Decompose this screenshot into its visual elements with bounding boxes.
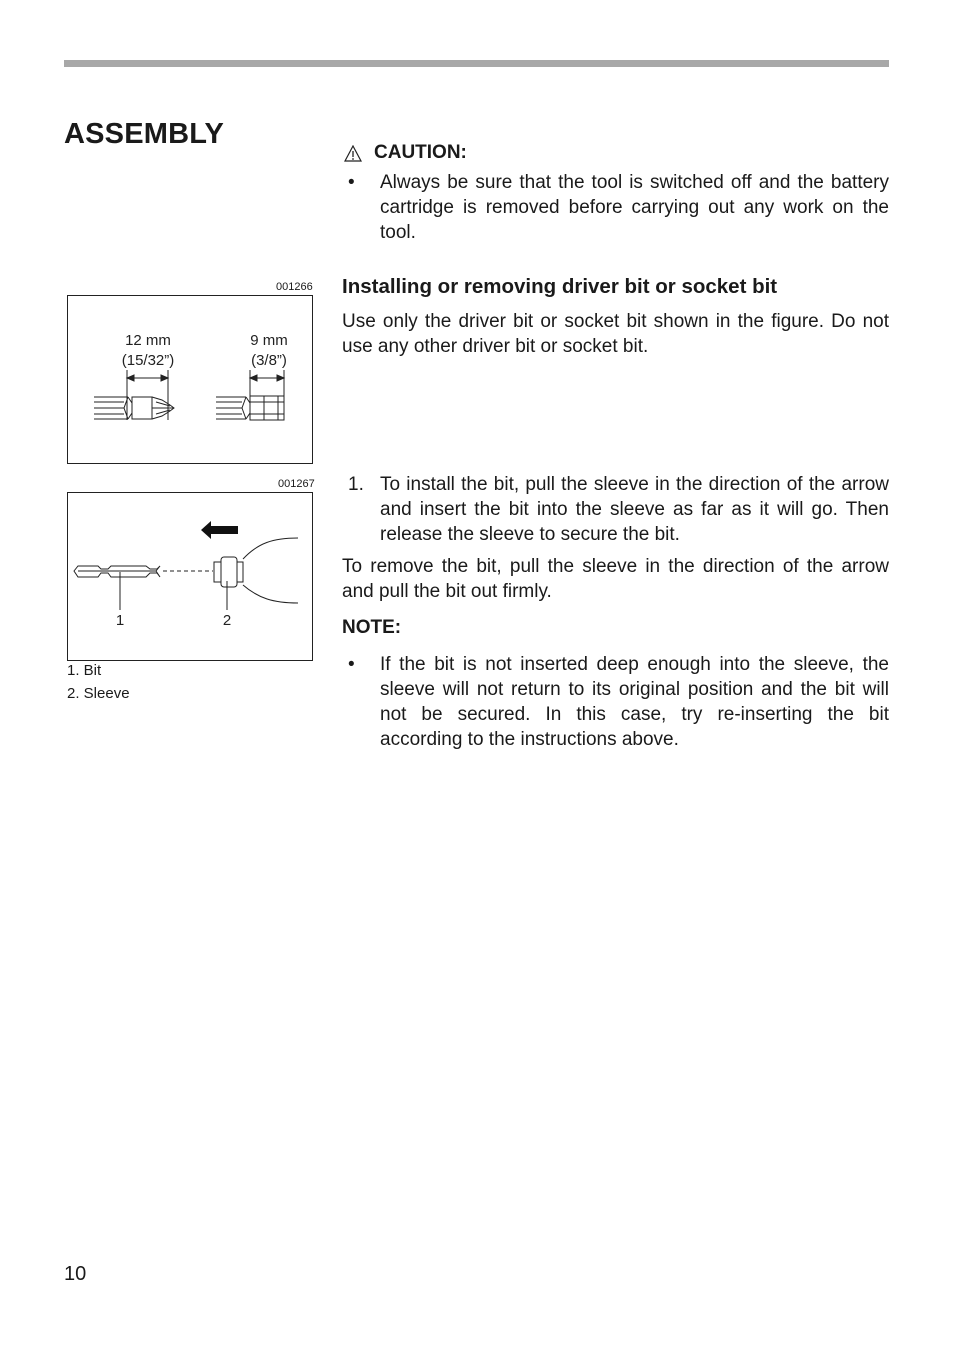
warning-triangle-icon xyxy=(344,145,362,162)
note-label: NOTE: xyxy=(342,617,402,638)
step-number: 1. xyxy=(348,474,364,495)
caution-label xyxy=(344,142,467,164)
figure1-bit-dimensions xyxy=(67,295,313,464)
step-text: To install the bit, pull the sleeve in the direction of the arrow and insert the bit into the sleeve as far as it will go. Then release the sleeve to secure the bit. xyxy=(380,474,889,545)
install-bit-diagram xyxy=(68,493,311,659)
bullet-mark: • xyxy=(348,172,355,193)
caution-text: CAUTION: xyxy=(374,142,467,163)
caution-bullet xyxy=(344,170,889,245)
socket-bit-drawing xyxy=(216,396,284,420)
top-rule xyxy=(64,60,889,67)
figure2-install-bit xyxy=(67,492,313,661)
bit-drawing xyxy=(74,566,160,577)
right-dim-label: 9 mm xyxy=(250,332,288,349)
driver-bit-drawing xyxy=(94,397,174,419)
callout-bit: 1 xyxy=(115,612,125,629)
figure1-code: 001266 xyxy=(276,281,313,293)
arrow-left-icon xyxy=(201,521,238,539)
caution-bullet-text: Always be sure that the tool is switched off and the battery cartridge is removed before carrying out any work on the tool. xyxy=(380,172,889,243)
remove-instructions: To remove the bit, pull the sleeve in the direction of the arrow and pull the bit out firmly. xyxy=(342,556,889,602)
note-bullet xyxy=(344,652,889,752)
left-dim-inch-label: (15/32”) xyxy=(121,352,175,369)
figure2-code: 001267 xyxy=(278,478,315,490)
page-title: ASSEMBLY xyxy=(64,118,225,150)
bit-dimension-diagram xyxy=(68,296,311,462)
legend-item-bit: 1. Bit xyxy=(67,662,102,679)
left-dim-label: 12 mm xyxy=(125,332,171,349)
page-number: 10 xyxy=(64,1263,87,1285)
callout-sleeve: 2 xyxy=(222,612,232,629)
right-dim-inch-label: (3/8”) xyxy=(251,352,287,369)
note-bullet-text: If the bit is not inserted deep enough into the sleeve, the sleeve will not return to its original position and the bit will not be secured. In this case, try re-inserting the bit according to the instructions above. xyxy=(380,654,889,750)
section-heading: Installing or removing driver bit or socket bit xyxy=(342,275,778,298)
bullet-mark: • xyxy=(348,654,355,675)
install-step xyxy=(344,472,889,547)
right-dimension-arrow xyxy=(250,370,284,420)
section-intro: Use only the driver bit or socket bit shown in the figure. Do not use any other driver bit or socket bit. xyxy=(342,311,889,357)
legend-item-sleeve: 2. Sleeve xyxy=(67,685,130,702)
